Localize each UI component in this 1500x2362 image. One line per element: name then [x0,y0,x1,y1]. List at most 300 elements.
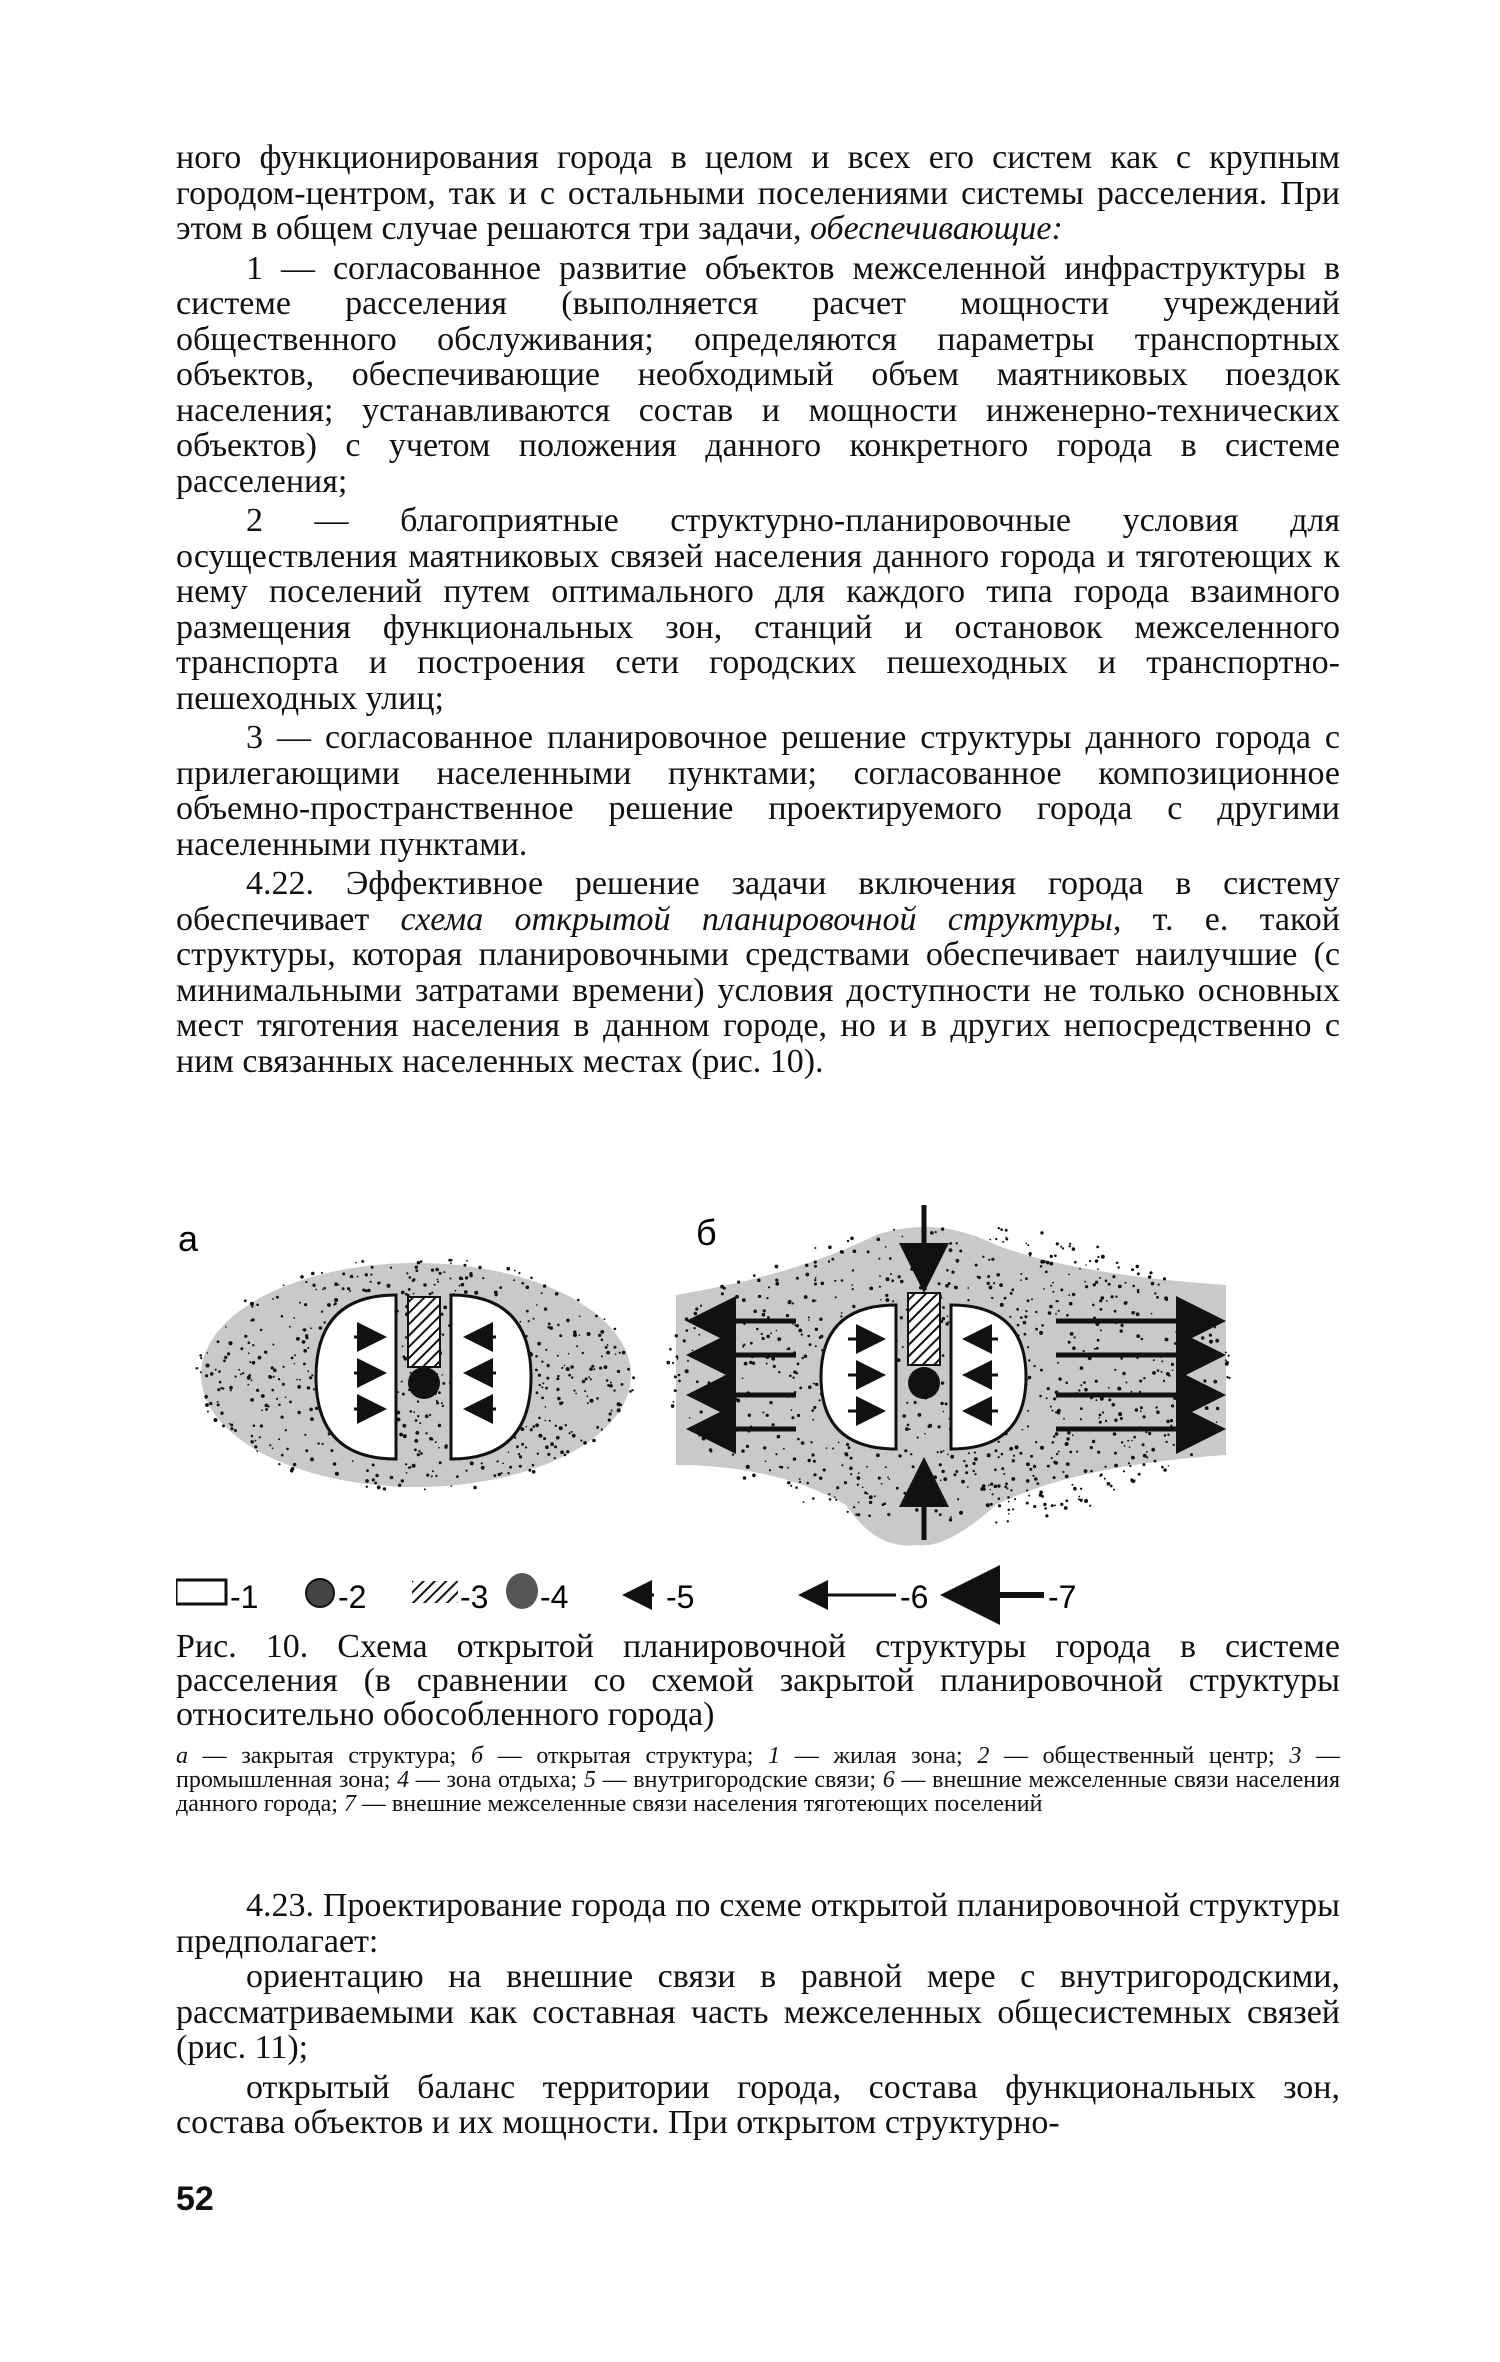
stipple-dot [414,1448,417,1451]
stipple-dot [1137,1289,1139,1291]
stipple-dot [777,1337,781,1341]
stipple-dot [977,1276,979,1278]
stipple-dot [1108,1387,1110,1389]
stipple-dot [1139,1380,1142,1383]
stipple-dot [699,1349,702,1352]
stipple-dot [1125,1282,1127,1284]
stipple-dot [402,1345,404,1347]
stipple-dot [206,1352,208,1354]
stipple-dot [547,1364,550,1367]
stipple-dot [1039,1331,1043,1335]
stipple-dot [268,1375,271,1378]
paragraph-task-1: 1 — согласованное развитие объектов межселенной инфраструктуры в системе расселения (выполняется расчет мощности учреждений общественного обслуживания; определяются параметры транспортных объектов, обеспечивающие необходимый объем маятниковых поездок населения; устанавливаются состав и мощности инженерно-технических объектов) с учетом положения данного конкретного города в системе расселения; [176,249,1340,500]
stipple-dot [1151,1448,1155,1452]
stipple-dot [917,1436,919,1438]
stipple-dot [1136,1265,1140,1269]
section-4-23 [176,1888,1340,2141]
stipple-dot [445,1444,448,1447]
stipple-dot [1112,1275,1115,1278]
stipple-dot [1140,1406,1143,1409]
stipple-dot [541,1361,543,1363]
stipple-dot [1137,1272,1140,1275]
stipple-dot [566,1450,569,1453]
stipple-dot [577,1299,580,1302]
stipple-dot [1011,1288,1014,1291]
stipple-dot [975,1264,978,1267]
stipple-dot [1074,1261,1077,1264]
stipple-dot [1010,1292,1013,1295]
stipple-dot [609,1412,612,1415]
stipple-dot [1138,1473,1141,1476]
stipple-dot [322,1289,324,1291]
stipple-dot [420,1452,423,1455]
stipple-dot [253,1424,256,1427]
stipple-dot [454,1290,456,1292]
stipple-dot [415,1269,418,1272]
stipple-dot [757,1279,761,1283]
stipple-dot [823,1468,826,1471]
stipple-dot [322,1443,324,1445]
stipple-dot [420,1260,423,1263]
stipple-dot [1092,1304,1095,1307]
stipple-dot [1154,1460,1157,1463]
stipple-dot [566,1319,570,1323]
stipple-dot [575,1393,577,1395]
stipple-dot [352,1460,354,1462]
legend-label-5: -5 [666,1579,695,1615]
stipple-dot [735,1295,739,1299]
stipple-dot [1201,1336,1205,1340]
stipple-dot [601,1339,604,1342]
stipple-dot [815,1383,818,1386]
stipple-dot [1067,1431,1070,1434]
stipple-dot [1131,1456,1135,1460]
stipple-dot [898,1454,901,1457]
stipple-dot [1205,1406,1209,1410]
stipple-dot [294,1363,296,1365]
stipple-dot [1072,1293,1075,1296]
stipple-dot [993,1282,995,1284]
stipple-dot [1003,1473,1005,1475]
stipple-dot [988,1484,990,1486]
stipple-dot [869,1501,872,1504]
stipple-dot [1171,1363,1174,1366]
stipple-dot [240,1347,243,1350]
stipple-dot [892,1300,894,1302]
stipple-dot [473,1486,477,1490]
stipple-dot [1057,1362,1059,1364]
stipple-dot [1044,1507,1047,1510]
figure-label-a: а [178,1218,199,1259]
stipple-dot [880,1299,882,1301]
stipple-dot [611,1410,613,1412]
stipple-dot [545,1406,547,1408]
stipple-dot [568,1353,570,1355]
stipple-dot [752,1474,756,1478]
stipple-dot [214,1418,218,1422]
stipple-dot [403,1434,407,1438]
stipple-dot [1057,1300,1059,1302]
stipple-dot [1120,1324,1123,1327]
stipple-dot [557,1355,559,1357]
stipple-dot [1053,1476,1056,1479]
stipple-dot [390,1267,392,1269]
stipple-dot [938,1282,941,1285]
stipple-dot [1015,1445,1019,1449]
stipple-dot [849,1467,853,1471]
stipple-dot [200,1371,202,1373]
stipple-dot [815,1345,817,1347]
stipple-dot [889,1478,891,1480]
stipple-dot [949,1242,952,1245]
stipple-dot [1017,1324,1020,1327]
stipple-dot [1095,1380,1098,1383]
stipple-dot [582,1380,586,1384]
stipple-dot [719,1368,722,1371]
stipple-dot [1117,1266,1119,1268]
stipple-dot [735,1398,738,1401]
stipple-dot [879,1275,881,1277]
stipple-dot [866,1466,868,1468]
stipple-dot [459,1285,461,1287]
stipple-dot [424,1488,426,1490]
stipple-dot [1185,1420,1188,1423]
stipple-dot [408,1467,410,1469]
stipple-dot [604,1318,606,1320]
stipple-dot [694,1312,698,1316]
stipple-dot [1007,1520,1009,1522]
stipple-dot [1000,1228,1003,1231]
stipple-dot [876,1453,880,1457]
stipple-dot [1011,1477,1015,1481]
stipple-dot [311,1374,313,1376]
diagram-open-structure [667,1205,1231,1546]
stipple-dot [375,1474,378,1477]
stipple-dot [829,1498,832,1501]
stipple-dot [334,1282,338,1286]
stipple-dot [1072,1434,1074,1436]
stipple-dot [919,1286,923,1290]
stipple-dot [614,1328,617,1331]
stipple-dot [1154,1292,1156,1294]
stipple-dot [482,1277,484,1279]
stipple-dot [1110,1485,1113,1488]
stipple-dot [995,1449,998,1452]
stipple-dot [924,1433,926,1435]
stipple-dot [506,1267,510,1271]
stipple-dot [737,1281,740,1284]
stipple-dot [304,1434,306,1436]
stipple-dot [450,1259,452,1261]
stipple-dot [814,1279,816,1281]
stipple-dot [542,1382,544,1384]
stipple-dot [698,1435,700,1437]
stipple-dot [586,1395,588,1397]
stipple-dot [537,1453,539,1455]
stipple-dot [1128,1462,1130,1464]
stipple-dot [1049,1305,1053,1309]
stipple-dot [848,1446,851,1449]
stipple-dot [205,1403,209,1407]
diagram-closed-structure [195,1259,635,1491]
stipple-dot [1146,1456,1148,1458]
stipple-dot [1084,1281,1086,1283]
stipple-dot [1114,1452,1117,1455]
stipple-dot [1070,1332,1074,1336]
stipple-dot [557,1324,560,1327]
stipple-dot [881,1483,883,1485]
stipple-dot [1045,1514,1048,1517]
stipple-dot [405,1463,407,1465]
stipple-dot [1062,1247,1064,1249]
stipple-dot [677,1358,679,1360]
stipple-dot [434,1284,436,1286]
stipple-dot [1148,1432,1151,1435]
stipple-dot [401,1381,403,1383]
stipple-dot [1079,1268,1081,1270]
stipple-dot [338,1284,340,1286]
stipple-dot [835,1296,837,1298]
stipple-dot [902,1346,904,1348]
stipple-dot [890,1273,892,1275]
stipple-dot [1046,1261,1050,1265]
stipple-dot [1008,1513,1010,1515]
industrial-zone-a [408,1297,440,1367]
stipple-dot [836,1486,839,1489]
stipple-dot [1143,1377,1145,1379]
stipple-dot [606,1379,609,1382]
stipple-dot [743,1344,745,1346]
stipple-dot [361,1260,364,1263]
stipple-dot [997,1484,1000,1487]
stipple-dot [806,1482,809,1485]
stipple-dot [904,1449,907,1452]
stipple-dot [1225,1359,1227,1361]
stipple-dot [1041,1324,1044,1327]
stipple-dot [230,1427,233,1430]
stipple-dot [797,1438,800,1441]
stipple-dot [947,1321,949,1323]
stipple-dot [1174,1342,1177,1345]
stipple-dot [293,1463,296,1466]
stipple-dot [470,1461,474,1465]
stipple-dot [406,1472,408,1474]
stipple-dot [466,1260,468,1262]
stipple-dot [390,1476,394,1480]
stipple-dot [889,1257,892,1260]
stipple-dot [559,1334,562,1337]
stipple-dot [790,1409,792,1411]
stipple-dot [319,1326,323,1330]
stipple-dot [786,1314,789,1317]
stipple-dot [1106,1300,1108,1302]
stipple-dot [762,1412,764,1414]
stipple-dot [617,1408,621,1412]
stipple-dot [207,1411,209,1413]
stipple-dot [520,1321,522,1323]
stipple-dot [334,1302,337,1305]
stipple-dot [1141,1338,1144,1341]
stipple-dot [541,1397,544,1400]
body-text-top [176,140,1340,1079]
stipple-dot [814,1247,816,1249]
stipple-dot [1113,1432,1117,1436]
figure-label-b: б [696,1212,717,1253]
stipple-dot [935,1509,938,1512]
stipple-dot [974,1452,976,1454]
stipple-dot [1105,1420,1107,1422]
stipple-dot [1058,1377,1061,1380]
stipple-dot [291,1467,295,1471]
stipple-dot [672,1362,674,1364]
stipple-dot [1047,1387,1050,1390]
stipple-dot [333,1462,337,1466]
stipple-dot [450,1263,452,1265]
stipple-dot [413,1278,416,1281]
stipple-dot [742,1378,744,1380]
stipple-dot [432,1470,434,1472]
stipple-dot [294,1354,296,1356]
stipple-dot [256,1304,259,1307]
stipple-dot [1097,1256,1099,1258]
stipple-dot [812,1299,815,1302]
stipple-dot [566,1367,570,1371]
stipple-dot [1005,1229,1008,1232]
stipple-dot [721,1292,724,1295]
stipple-dot [1163,1277,1166,1280]
stipple-dot [1069,1245,1071,1247]
stipple-dot [942,1306,945,1309]
stipple-dot [370,1281,372,1283]
stipple-dot [1089,1505,1091,1507]
stipple-dot [1097,1268,1099,1270]
stipple-dot [700,1410,703,1413]
stipple-dot [585,1378,588,1381]
stipple-dot [366,1486,368,1488]
stipple-dot [1025,1310,1027,1312]
stipple-dot [1027,1299,1030,1302]
stipple-dot [374,1482,377,1485]
stipple-dot [1112,1403,1116,1407]
stipple-dot [1178,1440,1180,1442]
stipple-dot [963,1460,965,1462]
stipple-dot [350,1275,354,1279]
stipple-dot [939,1513,942,1516]
stipple-dot [550,1442,554,1446]
stipple-dot [222,1424,225,1427]
stipple-dot [885,1294,888,1297]
stipple-dot [217,1403,220,1406]
stipple-dot [261,1394,265,1398]
stipple-dot [732,1447,735,1450]
stipple-dot [1080,1407,1083,1410]
stipple-dot [507,1472,509,1474]
stipple-dot [907,1424,910,1427]
stipple-dot [286,1448,289,1451]
stipple-dot [1048,1311,1052,1315]
stipple-dot [852,1269,854,1271]
stipple-dot [1172,1370,1174,1372]
stipple-dot [790,1485,792,1487]
stipple-dot [1012,1508,1014,1510]
stipple-dot [417,1415,419,1417]
stipple-dot [307,1347,309,1349]
stipple-dot [693,1327,695,1329]
section-number: 4.22. [246,865,314,902]
stipple-dot [1079,1499,1082,1502]
stipple-dot [1019,1452,1022,1455]
stipple-dot [278,1404,281,1407]
stipple-dot [502,1463,504,1465]
stipple-dot [1165,1338,1169,1342]
stipple-dot [1142,1463,1145,1466]
stipple-dot [323,1287,326,1290]
stipple-dot [819,1318,822,1321]
stipple-dot [941,1470,944,1473]
stipple-dot [383,1487,386,1490]
stipple-dot [607,1344,609,1346]
stipple-dot [377,1282,380,1285]
stipple-dot [582,1352,584,1354]
stipple-dot [792,1377,794,1379]
stipple-dot [532,1464,535,1467]
stipple-dot [902,1414,906,1418]
stipple-dot [409,1276,412,1279]
stipple-dot [260,1329,263,1332]
stipple-dot [1043,1503,1046,1506]
stipple-dot [1171,1404,1174,1407]
stipple-dot [1060,1246,1062,1248]
stipple-dot [930,1231,934,1235]
stipple-dot [811,1453,814,1456]
stipple-dot [580,1439,582,1441]
stipple-dot [627,1368,630,1371]
stipple-dot [1153,1359,1155,1361]
stipple-dot [1062,1471,1064,1473]
stipple-dot [1033,1365,1035,1367]
stipple-dot [1052,1282,1054,1284]
stipple-dot [1027,1346,1029,1348]
stipple-dot [768,1286,770,1288]
stipple-dot [323,1321,325,1323]
stipple-dot [1009,1447,1013,1451]
stipple-dot [310,1417,314,1421]
stipple-dot [982,1256,984,1258]
stipple-dot [828,1246,832,1250]
stipple-dot [229,1423,231,1425]
stipple-dot [227,1352,230,1355]
stipple-dot [219,1381,222,1384]
stipple-dot [321,1311,323,1313]
stipple-dot [1152,1371,1156,1375]
stipple-dot [442,1334,444,1336]
stipple-dot [1148,1275,1152,1279]
stipple-dot [313,1388,315,1390]
stipple-dot [939,1463,942,1466]
stipple-dot [1084,1388,1088,1392]
stipple-dot [1097,1339,1100,1342]
stipple-dot [1129,1465,1131,1467]
stipple-dot [278,1463,280,1465]
stipple-dot [435,1441,437,1443]
stipple-dot [814,1283,817,1286]
stipple-dot [1114,1464,1118,1468]
stipple-dot [234,1429,237,1432]
stipple-dot [799,1481,801,1483]
stipple-dot [541,1386,543,1388]
stipple-dot [1157,1369,1160,1372]
stipple-dot [209,1402,212,1405]
